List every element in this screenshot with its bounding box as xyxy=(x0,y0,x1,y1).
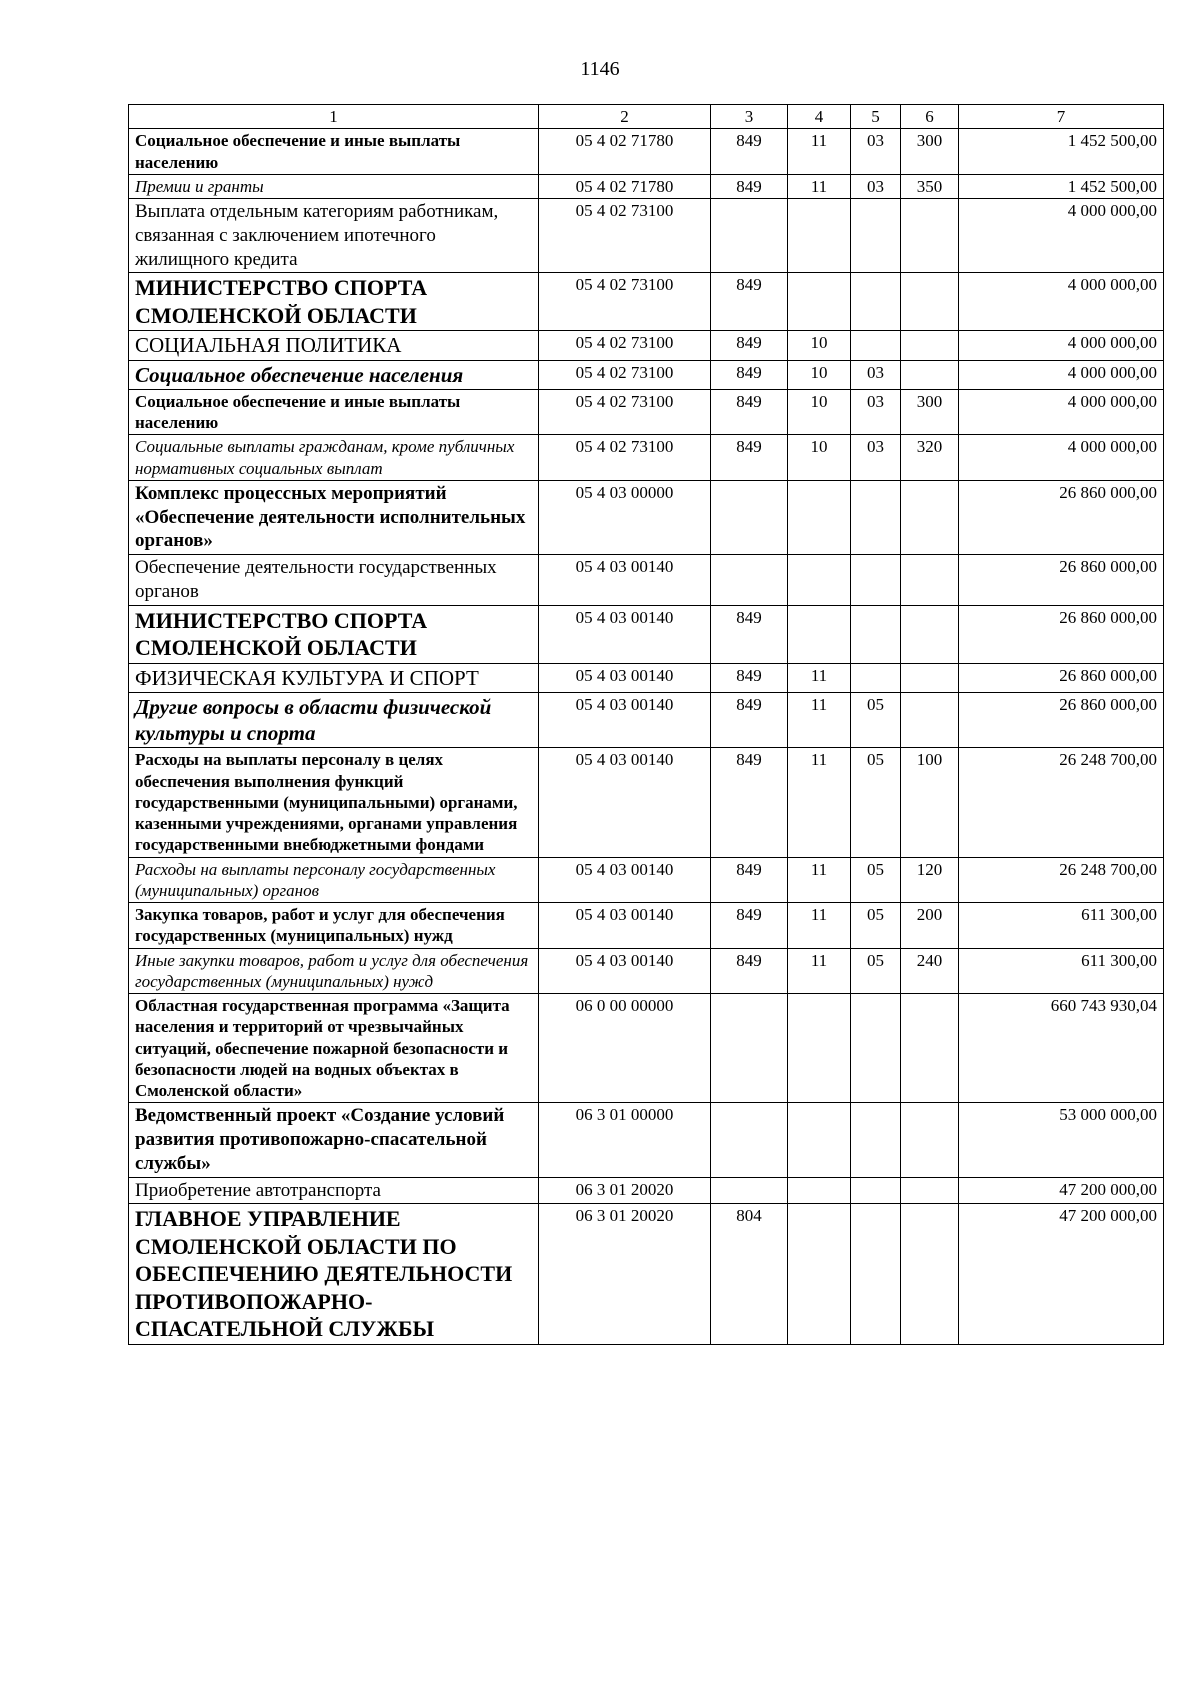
table-row xyxy=(129,199,1164,273)
ministry-code-cell: 849 xyxy=(711,435,788,481)
header-cell: 5 xyxy=(851,105,901,129)
table-row xyxy=(129,748,1164,857)
amount-cell: 4 000 000,00 xyxy=(959,331,1164,360)
amount-cell: 4 000 000,00 xyxy=(959,360,1164,389)
amount-cell: 611 300,00 xyxy=(959,948,1164,994)
expense-type-code-cell: 240 xyxy=(901,948,959,994)
amount-cell: 53 000 000,00 xyxy=(959,1103,1164,1177)
target-code-cell: 05 4 02 71780 xyxy=(539,174,711,198)
budget-table xyxy=(128,104,1164,1345)
target-code-cell: 05 4 03 00140 xyxy=(539,663,711,692)
subsection-code-cell xyxy=(851,1103,901,1177)
item-name-cell: Премии и гранты xyxy=(129,174,539,198)
amount-cell: 611 300,00 xyxy=(959,903,1164,949)
item-name-cell: МИНИСТЕРСТВО СПОРТА СМОЛЕНСКОЙ ОБЛАСТИ xyxy=(129,605,539,663)
table-row xyxy=(129,331,1164,360)
expense-type-code-cell xyxy=(901,994,959,1103)
subsection-code-cell xyxy=(851,663,901,692)
amount-cell: 1 452 500,00 xyxy=(959,174,1164,198)
target-code-cell: 05 4 02 73100 xyxy=(539,199,711,273)
ministry-code-cell xyxy=(711,1103,788,1177)
item-name-cell: ГЛАВНОЕ УПРАВЛЕНИЕ СМОЛЕНСКОЙ ОБЛАСТИ ПО ОБЕСПЕЧЕНИЮ ДЕЯТЕЛЬНОСТИ ПРОТИВОПОЖАРНО-СПАСАТЕЛЬНОЙ СЛУЖБЫ xyxy=(129,1204,539,1345)
item-name-cell: ФИЗИЧЕСКАЯ КУЛЬТУРА И СПОРТ xyxy=(129,663,539,692)
section-code-cell xyxy=(788,555,851,606)
section-code-cell xyxy=(788,273,851,331)
subsection-code-cell: 05 xyxy=(851,692,901,748)
target-code-cell: 05 4 02 73100 xyxy=(539,435,711,481)
table-row xyxy=(129,903,1164,949)
target-code-cell: 05 4 03 00140 xyxy=(539,903,711,949)
table-row xyxy=(129,1204,1164,1345)
expense-type-code-cell xyxy=(901,1204,959,1345)
ministry-code-cell: 849 xyxy=(711,129,788,175)
ministry-code-cell: 849 xyxy=(711,360,788,389)
subsection-code-cell xyxy=(851,480,901,554)
expense-type-code-cell: 100 xyxy=(901,748,959,857)
header-cell: 3 xyxy=(711,105,788,129)
section-code-cell xyxy=(788,1177,851,1204)
subsection-code-cell: 03 xyxy=(851,360,901,389)
table-row xyxy=(129,663,1164,692)
item-name-cell: Приобретение автотранспорта xyxy=(129,1177,539,1204)
amount-cell: 47 200 000,00 xyxy=(959,1177,1164,1204)
amount-cell: 26 860 000,00 xyxy=(959,555,1164,606)
ministry-code-cell xyxy=(711,1177,788,1204)
page-number: 1146 xyxy=(580,58,620,80)
target-code-cell: 05 4 03 00140 xyxy=(539,857,711,903)
section-code-cell: 11 xyxy=(788,692,851,748)
subsection-code-cell: 05 xyxy=(851,948,901,994)
amount-cell: 4 000 000,00 xyxy=(959,435,1164,481)
expense-type-code-cell xyxy=(901,605,959,663)
subsection-code-cell xyxy=(851,1204,901,1345)
subsection-code-cell: 03 xyxy=(851,435,901,481)
table-row xyxy=(129,1177,1164,1204)
table-row xyxy=(129,692,1164,748)
item-name-cell: Другие вопросы в области физической культуры и спорта xyxy=(129,692,539,748)
expense-type-code-cell xyxy=(901,199,959,273)
section-code-cell: 11 xyxy=(788,174,851,198)
target-code-cell: 05 4 03 00140 xyxy=(539,555,711,606)
table-row xyxy=(129,948,1164,994)
section-code-cell xyxy=(788,1204,851,1345)
ministry-code-cell: 849 xyxy=(711,605,788,663)
table-row xyxy=(129,994,1164,1103)
item-name-cell: Социальное обеспечение и иные выплаты населению xyxy=(129,389,539,435)
target-code-cell: 05 4 03 00140 xyxy=(539,692,711,748)
amount-cell: 26 860 000,00 xyxy=(959,480,1164,554)
expense-type-code-cell xyxy=(901,331,959,360)
table-row xyxy=(129,857,1164,903)
subsection-code-cell: 03 xyxy=(851,129,901,175)
expense-type-code-cell xyxy=(901,360,959,389)
header-cell: 7 xyxy=(959,105,1164,129)
item-name-cell: Ведомственный проект «Создание условий развития противопожарно-спасательной службы» xyxy=(129,1103,539,1177)
header-cell: 1 xyxy=(129,105,539,129)
target-code-cell: 06 3 01 00000 xyxy=(539,1103,711,1177)
ministry-code-cell xyxy=(711,199,788,273)
table-row xyxy=(129,555,1164,606)
ministry-code-cell xyxy=(711,480,788,554)
item-name-cell: Социальное обеспечение и иные выплаты населению xyxy=(129,129,539,175)
section-code-cell xyxy=(788,480,851,554)
section-code-cell: 10 xyxy=(788,331,851,360)
subsection-code-cell xyxy=(851,605,901,663)
amount-cell: 26 248 700,00 xyxy=(959,857,1164,903)
expense-type-code-cell: 120 xyxy=(901,857,959,903)
amount-cell: 26 248 700,00 xyxy=(959,748,1164,857)
item-name-cell: Социальные выплаты гражданам, кроме публичных нормативных социальных выплат xyxy=(129,435,539,481)
item-name-cell: Выплата отдельным категориям работникам, связанная с заключением ипотечного жилищного кредита xyxy=(129,199,539,273)
ministry-code-cell: 849 xyxy=(711,748,788,857)
section-code-cell: 11 xyxy=(788,948,851,994)
section-code-cell: 10 xyxy=(788,389,851,435)
section-code-cell xyxy=(788,605,851,663)
table-row xyxy=(129,1103,1164,1177)
item-name-cell: МИНИСТЕРСТВО СПОРТА СМОЛЕНСКОЙ ОБЛАСТИ xyxy=(129,273,539,331)
subsection-code-cell: 05 xyxy=(851,748,901,857)
target-code-cell: 06 3 01 20020 xyxy=(539,1177,711,1204)
ministry-code-cell: 849 xyxy=(711,174,788,198)
section-code-cell: 11 xyxy=(788,129,851,175)
ministry-code-cell xyxy=(711,555,788,606)
amount-cell: 660 743 930,04 xyxy=(959,994,1164,1103)
table-row xyxy=(129,480,1164,554)
ministry-code-cell: 849 xyxy=(711,692,788,748)
section-code-cell xyxy=(788,994,851,1103)
expense-type-code-cell: 300 xyxy=(901,389,959,435)
table-row xyxy=(129,360,1164,389)
subsection-code-cell xyxy=(851,994,901,1103)
amount-cell: 1 452 500,00 xyxy=(959,129,1164,175)
expense-type-code-cell xyxy=(901,480,959,554)
amount-cell: 4 000 000,00 xyxy=(959,389,1164,435)
section-code-cell xyxy=(788,199,851,273)
ministry-code-cell xyxy=(711,994,788,1103)
subsection-code-cell xyxy=(851,273,901,331)
target-code-cell: 05 4 03 00140 xyxy=(539,605,711,663)
expense-type-code-cell: 300 xyxy=(901,129,959,175)
item-name-cell: Областная государственная программа «Защита населения и территорий от чрезвычайных ситуаций, обеспечение пожарной безопасности и безопасности людей на водных объектах в Смоленской области» xyxy=(129,994,539,1103)
table-row xyxy=(129,389,1164,435)
section-code-cell: 11 xyxy=(788,663,851,692)
item-name-cell: Социальное обеспечение населения xyxy=(129,360,539,389)
table-row xyxy=(129,273,1164,331)
table-row xyxy=(129,129,1164,175)
amount-cell: 4 000 000,00 xyxy=(959,273,1164,331)
target-code-cell: 05 4 02 71780 xyxy=(539,129,711,175)
target-code-cell: 05 4 03 00000 xyxy=(539,480,711,554)
header-cell: 6 xyxy=(901,105,959,129)
expense-type-code-cell xyxy=(901,1103,959,1177)
target-code-cell: 05 4 03 00140 xyxy=(539,948,711,994)
target-code-cell: 06 3 01 20020 xyxy=(539,1204,711,1345)
item-name-cell: Комплекс процессных мероприятий «Обеспечение деятельности исполнительных органов» xyxy=(129,480,539,554)
subsection-code-cell xyxy=(851,555,901,606)
subsection-code-cell: 03 xyxy=(851,174,901,198)
subsection-code-cell xyxy=(851,331,901,360)
target-code-cell: 05 4 02 73100 xyxy=(539,273,711,331)
ministry-code-cell: 849 xyxy=(711,389,788,435)
ministry-code-cell: 849 xyxy=(711,903,788,949)
item-name-cell: Иные закупки товаров, работ и услуг для обеспечения государственных (муниципальных) нужд xyxy=(129,948,539,994)
ministry-code-cell: 849 xyxy=(711,948,788,994)
subsection-code-cell: 05 xyxy=(851,857,901,903)
subsection-code-cell xyxy=(851,1177,901,1204)
subsection-code-cell: 05 xyxy=(851,903,901,949)
header-row xyxy=(129,105,1164,129)
table-row xyxy=(129,435,1164,481)
subsection-code-cell xyxy=(851,199,901,273)
section-code-cell: 10 xyxy=(788,360,851,389)
item-name-cell: Обеспечение деятельности государственных органов xyxy=(129,555,539,606)
amount-cell: 26 860 000,00 xyxy=(959,605,1164,663)
ministry-code-cell: 804 xyxy=(711,1204,788,1345)
expense-type-code-cell xyxy=(901,663,959,692)
target-code-cell: 05 4 03 00140 xyxy=(539,748,711,857)
target-code-cell: 05 4 02 73100 xyxy=(539,389,711,435)
subsection-code-cell: 03 xyxy=(851,389,901,435)
item-name-cell: Закупка товаров, работ и услуг для обеспечения государственных (муниципальных) нужд xyxy=(129,903,539,949)
section-code-cell: 11 xyxy=(788,748,851,857)
target-code-cell: 06 0 00 00000 xyxy=(539,994,711,1103)
target-code-cell: 05 4 02 73100 xyxy=(539,360,711,389)
amount-cell: 26 860 000,00 xyxy=(959,663,1164,692)
item-name-cell: Расходы на выплаты персоналу в целях обеспечения выполнения функций государственными (муниципальными) органами, казенными учреждениями, органами управления государственными внебюджетными фондами xyxy=(129,748,539,857)
section-code-cell: 10 xyxy=(788,435,851,481)
expense-type-code-cell xyxy=(901,1177,959,1204)
amount-cell: 26 860 000,00 xyxy=(959,692,1164,748)
expense-type-code-cell: 320 xyxy=(901,435,959,481)
section-code-cell: 11 xyxy=(788,903,851,949)
section-code-cell: 11 xyxy=(788,857,851,903)
expense-type-code-cell xyxy=(901,692,959,748)
expense-type-code-cell: 350 xyxy=(901,174,959,198)
expense-type-code-cell: 200 xyxy=(901,903,959,949)
section-code-cell xyxy=(788,1103,851,1177)
ministry-code-cell: 849 xyxy=(711,273,788,331)
header-cell: 2 xyxy=(539,105,711,129)
target-code-cell: 05 4 02 73100 xyxy=(539,331,711,360)
item-name-cell: СОЦИАЛЬНАЯ ПОЛИТИКА xyxy=(129,331,539,360)
expense-type-code-cell xyxy=(901,555,959,606)
ministry-code-cell: 849 xyxy=(711,857,788,903)
expense-type-code-cell xyxy=(901,273,959,331)
amount-cell: 47 200 000,00 xyxy=(959,1204,1164,1345)
table-row xyxy=(129,605,1164,663)
item-name-cell: Расходы на выплаты персоналу государственных (муниципальных) органов xyxy=(129,857,539,903)
amount-cell: 4 000 000,00 xyxy=(959,199,1164,273)
ministry-code-cell: 849 xyxy=(711,331,788,360)
header-cell: 4 xyxy=(788,105,851,129)
table-row xyxy=(129,174,1164,198)
ministry-code-cell: 849 xyxy=(711,663,788,692)
